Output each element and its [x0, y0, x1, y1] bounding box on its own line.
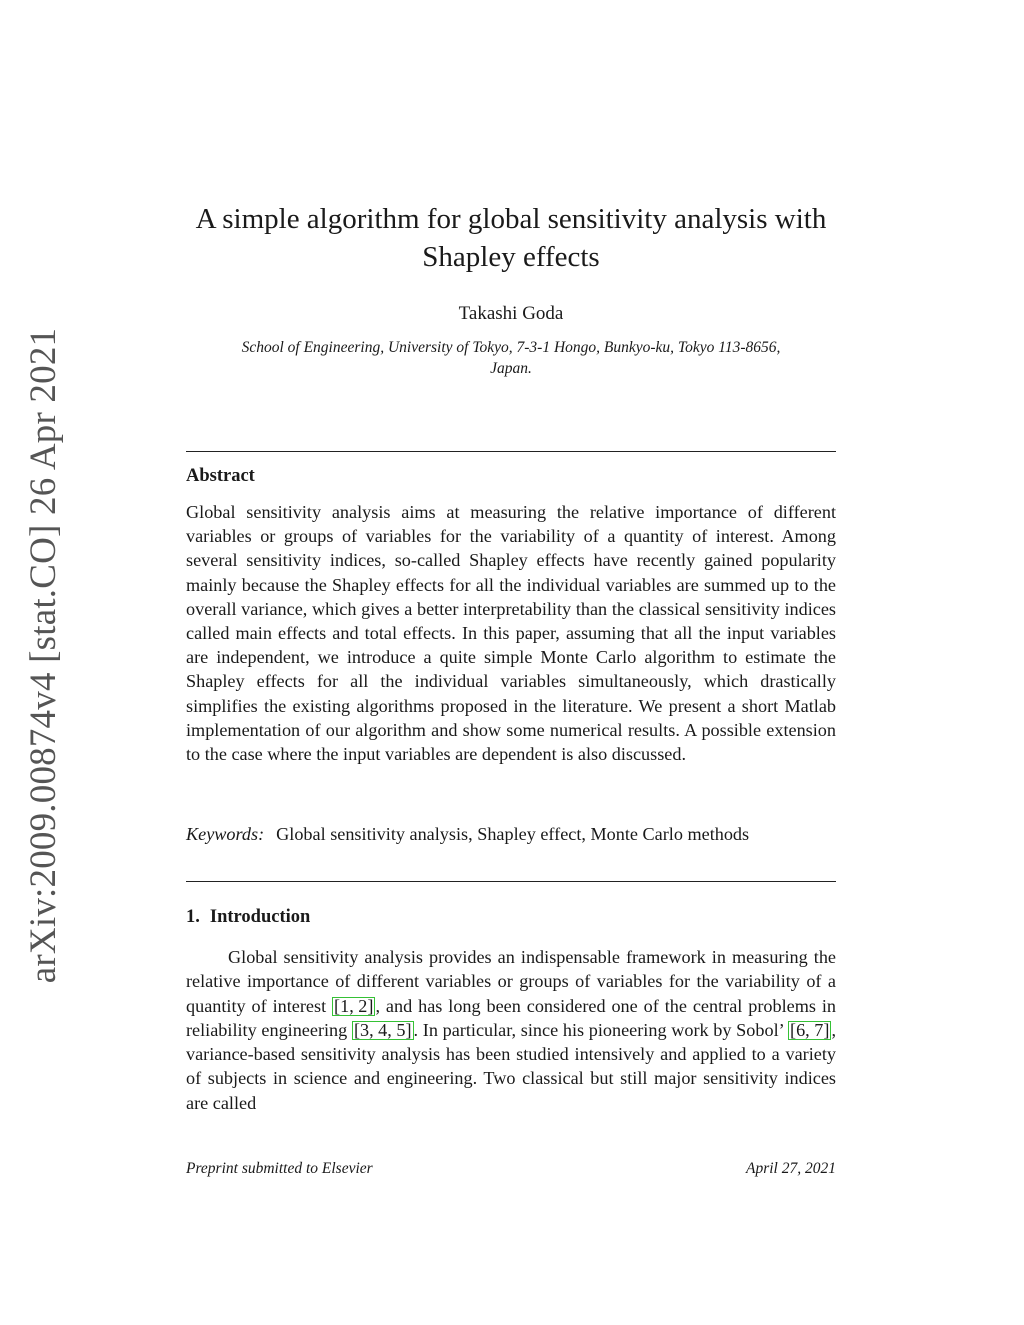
footer-date: April 27, 2021 [746, 1160, 836, 1177]
citation-link[interactable]: [6, 7] [790, 1019, 830, 1040]
arxiv-stamp [14, 327, 74, 983]
paper-title [186, 200, 836, 276]
intro-text-1: Global sensitivity analysis provides an indispensable framework in measuring the relative importance of different variables or groups of variables for the variability of a quantity of interest [186, 947, 836, 1016]
affiliation [186, 337, 836, 379]
title-line-2: Shapley effects [422, 241, 600, 273]
keywords [186, 822, 836, 846]
section-number: 1. [186, 907, 200, 927]
intro-text-3: . In particular, since his pioneering work by Sobol’ [413, 1019, 789, 1040]
title-line-1: A simple algorithm for global sensitivity analysis with [195, 203, 827, 235]
arxiv-id: arXiv:2009.00874v4 [stat.CO] 26 Apr 2021 [23, 327, 65, 983]
affiliation-line-2: Japan. [490, 360, 532, 377]
section-heading-introduction [186, 907, 310, 928]
intro-text-2: , and has long been considered one of the central problems in reliability engineering [186, 995, 836, 1040]
intro-text-4: , variance-based sensitivity analysis has been studied intensively and applied to a variety of subjects in science and engineering. Two classical but still major sensitivity indices are called [186, 1019, 836, 1113]
keywords-label: Keywords: [186, 824, 265, 844]
introduction-paragraph [186, 945, 836, 1115]
affiliation-line-1: School of Engineering, University of Tokyo, 7-3-1 Hongo, Bunkyo-ku, Tokyo 113-8656, [241, 339, 781, 356]
author-name: Takashi Goda [458, 303, 564, 324]
abstract-body: Global sensitivity analysis aims at measuring the relative importance of different variables or groups of variables for the variability of a quantity of interest. Among several sensitivity indices, so-called Shapley effects have recently gained popularity mainly because the Shapley effects for all the individual variables are summed up to the overall variance, which gives a better interpretability than the classical sensitivity indices called main effects and total effects. In this paper, assuming that all the input variables are independent, we introduce a quite simple Monte Carlo algorithm to estimate the Shapley effects for all the individual variables simultaneously, which drastically simplifies the existing algorithms proposed in the literature. We present a short Matlab implementation of our algorithm and show some numerical results. A possible extension to the case where the input variables are dependent is also discussed. [186, 502, 836, 765]
citation-link[interactable]: [1, 2] [334, 995, 374, 1016]
keywords-text: Global sensitivity analysis, Shapley effect, Monte Carlo methods [276, 824, 750, 844]
citation-link[interactable]: [3, 4, 5] [353, 1019, 412, 1040]
abstract-top-divider [186, 451, 836, 452]
abstract-bottom-divider [186, 881, 836, 882]
footer-preprint-note: Preprint submitted to Elsevier [186, 1160, 373, 1177]
section-title: Introduction [209, 907, 311, 927]
abstract-heading: Abstract [186, 466, 255, 486]
